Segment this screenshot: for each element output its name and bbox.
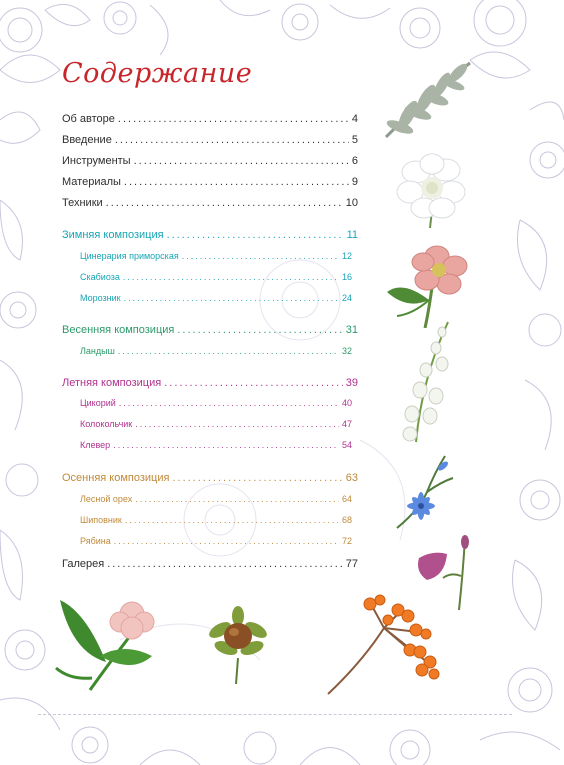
hellebore-flower-illustration	[383, 240, 478, 328]
leader-dots	[134, 155, 349, 167]
page-title: Содержание	[62, 58, 253, 89]
hazelnut-illustration	[206, 604, 272, 684]
toc-entry-intro[interactable]: Введение ..... 5	[62, 134, 358, 146]
toc-subentry[interactable]: Шиповник ..... 68	[80, 515, 352, 525]
toc-subentry[interactable]: Ландыш ..... 32	[80, 346, 352, 356]
toc-subentry[interactable]: Колокольчик ..... 47	[80, 419, 352, 429]
toc-entry-about[interactable]: Об авторе ..... 4	[62, 113, 358, 125]
toc-subentry[interactable]: Клевер ..... 54	[80, 440, 352, 450]
leader-dots	[125, 515, 339, 525]
leader-dots	[124, 176, 349, 188]
clover-illustration	[52, 592, 164, 692]
chicory-flower-illustration	[393, 452, 458, 530]
leader-dots	[135, 494, 339, 504]
toc-subentry[interactable]: Рябина ..... 72	[80, 536, 352, 546]
toc-subentry[interactable]: Морозник ..... 24	[80, 293, 352, 303]
leader-dots	[113, 440, 339, 450]
toc-subentry[interactable]: Цинерария приморская ..... 12	[80, 251, 352, 261]
leader-dots	[118, 113, 349, 125]
cineraria-leaf-illustration	[378, 55, 478, 145]
toc-entry-techniques[interactable]: Техники ..... 10	[62, 197, 358, 209]
leader-dots	[114, 536, 339, 546]
leader-dots	[182, 251, 339, 261]
lily-of-the-valley-illustration	[396, 318, 458, 443]
toc-entry-materials[interactable]: Материалы ..... 9	[62, 176, 358, 188]
leader-dots	[164, 377, 343, 389]
leader-dots	[177, 324, 342, 336]
toc-section-summer[interactable]: Летняя композиция ..... 39	[62, 377, 358, 389]
leader-dots	[106, 197, 343, 209]
toc-subentry[interactable]: Скабиоза ..... 16	[80, 272, 352, 282]
leader-dots	[118, 346, 339, 356]
leader-dots	[167, 229, 344, 241]
toc-subentry[interactable]: Цикорий ..... 40	[80, 398, 352, 408]
toc-entry-gallery[interactable]: Галерея ..... 77	[62, 558, 358, 570]
toc-section-autumn[interactable]: Осенняя композиция ..... 63	[62, 472, 358, 484]
leader-dots	[119, 398, 339, 408]
toc-subentry[interactable]: Лесной орех ..... 64	[80, 494, 352, 504]
scabiosa-flower-illustration	[396, 150, 468, 228]
toc-section-spring[interactable]: Весенняя композиция ..... 31	[62, 324, 358, 336]
footer-divider	[38, 714, 512, 715]
leader-dots	[135, 419, 339, 429]
toc-entry-tools[interactable]: Инструменты ..... 6	[62, 155, 358, 167]
leader-dots	[124, 293, 339, 303]
leader-dots	[123, 272, 339, 282]
leader-dots	[115, 134, 349, 146]
leader-dots	[172, 472, 342, 484]
rowan-berries-illustration	[322, 592, 444, 696]
leader-dots	[107, 558, 343, 570]
toc-section-winter[interactable]: Зимняя композиция ..... 11	[62, 229, 358, 241]
